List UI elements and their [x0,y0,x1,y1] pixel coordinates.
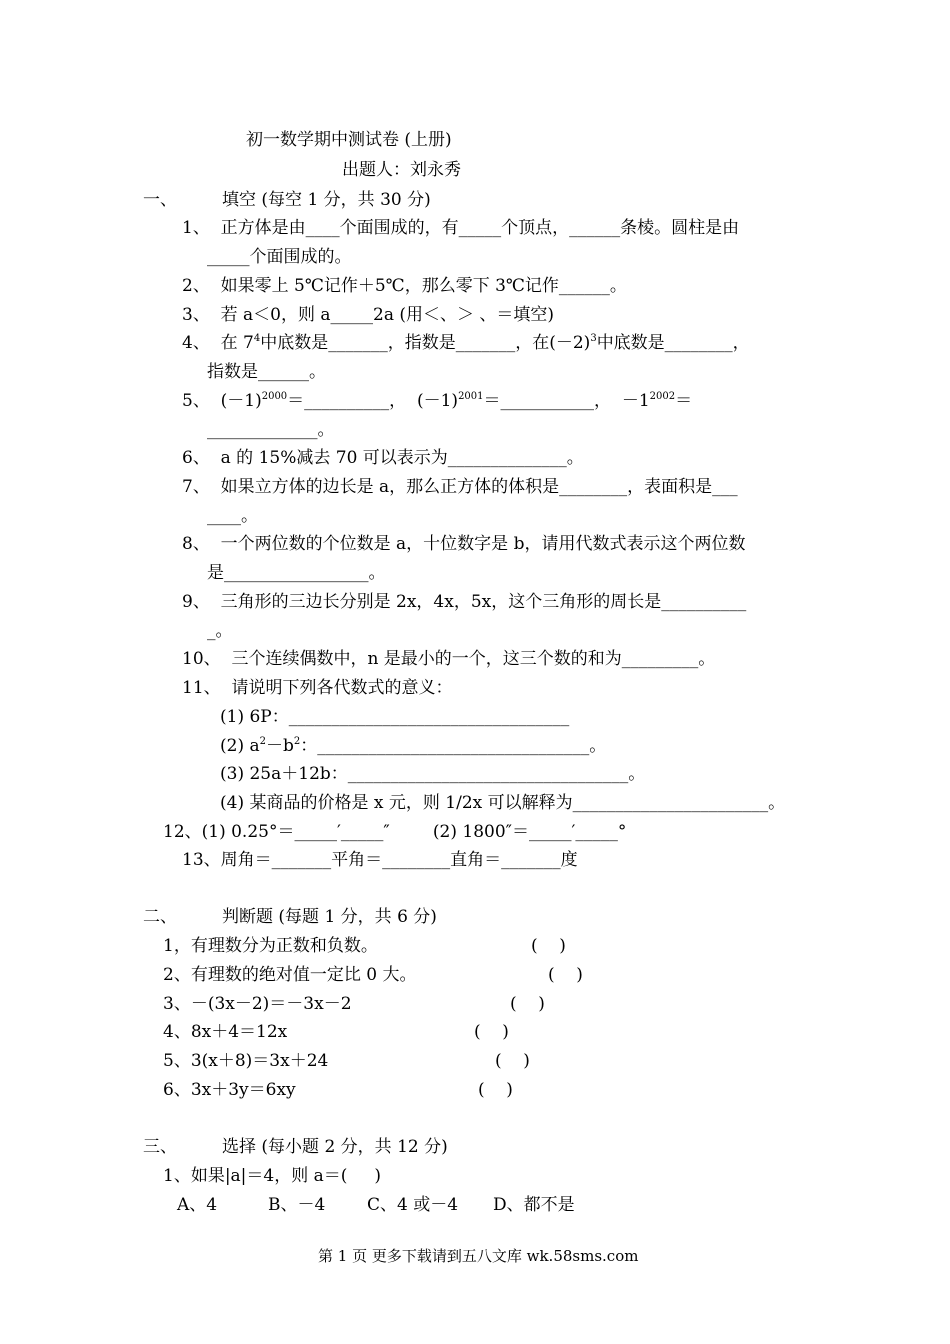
section2-heading: 判断题 (每题 1 分，共 6 分) [222,907,437,927]
judge-item-5: 5、3(x＋8)＝3x＋24 [163,1051,329,1071]
question-4b: 指数是______。 [207,362,326,382]
question-10: 10、 三个连续偶数中，n 是最小的一个，这三个数的和为_________。 [182,649,716,669]
question-9b: _。 [207,621,233,641]
section1-number: 一、 [143,190,177,210]
question-12: 12、(1) 0.25°＝_____′_____″ (2) 1800″＝_____′_____° [163,822,627,842]
question-11-part-3: (3) 25a＋12b：_________________________________。 [220,764,646,784]
choice-option-b: B、－4 [268,1195,326,1215]
question-11-part-4: (4) 某商品的价格是 x 元，则 1/2x 可以解释为_______________________。 [220,793,786,813]
judge-item-3: 3、－(3x－2)＝－3x－2 [163,994,352,1014]
page-footer: 第 1 页 更多下载请到五八文库 wk.58sms.com [318,1247,639,1265]
question-1b: _____个面围成的。 [207,247,352,267]
choice-option-d: D、都不是 [493,1195,575,1215]
question-11-part-1: (1) 6P：_________________________________ [220,707,570,727]
question-11-part-2: (2) $a^2-b^2$：________________________________。 [220,736,607,756]
question-2: 2、 如果零上 5℃记作＋5℃，那么零下 3℃记作______。 [182,276,627,296]
judge-mark-5: ( ) [495,1051,530,1071]
question-5b: _____________。 [207,420,335,440]
question-5a: 5、 $(-1)^{2000}=\_\_\_\_\_\_\_\_\_\_$， $(-1)^{2001}=\_\_\_\_\_\_\_\_\_\_\_$， $-1^{2002}=$ [182,391,693,411]
question-4a: 4、 在 $7^4$中底数是_______，指数是_______，在$(-2)^3$中底数是________， [182,333,750,353]
judge-item-6: 6、3x＋3y＝6xy [163,1080,296,1100]
judge-item-1: 1，有理数分为正数和负数。 [163,936,378,956]
question-11: 11、 请说明下列各代数式的意义： [182,678,453,698]
choice-question-1: 1、如果|a|＝4，则 a＝( ) [163,1166,382,1186]
section2-number: 二、 [143,907,177,927]
judge-item-2: 2、有理数的绝对值一定比 0 大。 [163,965,417,985]
judge-mark-4: ( ) [474,1022,509,1042]
question-8b: 是_________________。 [207,563,386,583]
section3-number: 三、 [143,1137,177,1157]
judge-mark-1: ( ) [531,936,566,956]
question-7b: ____。 [207,506,258,526]
question-13: 13、周角＝_______平角＝________直角＝_______度 [182,850,578,870]
question-8a: 8、 一个两位数的个位数是 a，十位数字是 b，请用代数式表示这个两位数 [182,534,746,554]
page-title: 初一数学期中测试卷 (上册) [246,130,452,150]
choice-option-c: C、4 或－4 [367,1195,459,1215]
author-line: 出题人：刘永秀 [342,160,461,180]
question-9a: 9、 三角形的三边长分别是 2x，4x，5x，这个三角形的周长是__________ [182,592,747,612]
judge-mark-6: ( ) [478,1080,513,1100]
judge-item-4: 4、8x＋4＝12x [163,1022,288,1042]
judge-mark-2: ( ) [548,965,583,985]
question-3: 3、 若 a＜0，则 a_____2a (用＜、＞ 、＝填空) [182,305,555,325]
choice-option-a: A、4 [177,1195,218,1215]
section1-heading: 填空 (每空 1 分，共 30 分) [222,190,431,210]
judge-mark-3: ( ) [510,994,545,1014]
question-7a: 7、 如果立方体的边长是 a，那么正方体的体积是________，表面积是___ [182,477,738,497]
question-1a: 1、 正方体是由____个面围成的，有_____个顶点，______条棱。圆柱是由 [182,218,740,238]
question-6: 6、 a 的 15%减去 70 可以表示为______________。 [182,448,584,468]
section3-heading: 选择 (每小题 2 分，共 12 分) [222,1137,448,1157]
